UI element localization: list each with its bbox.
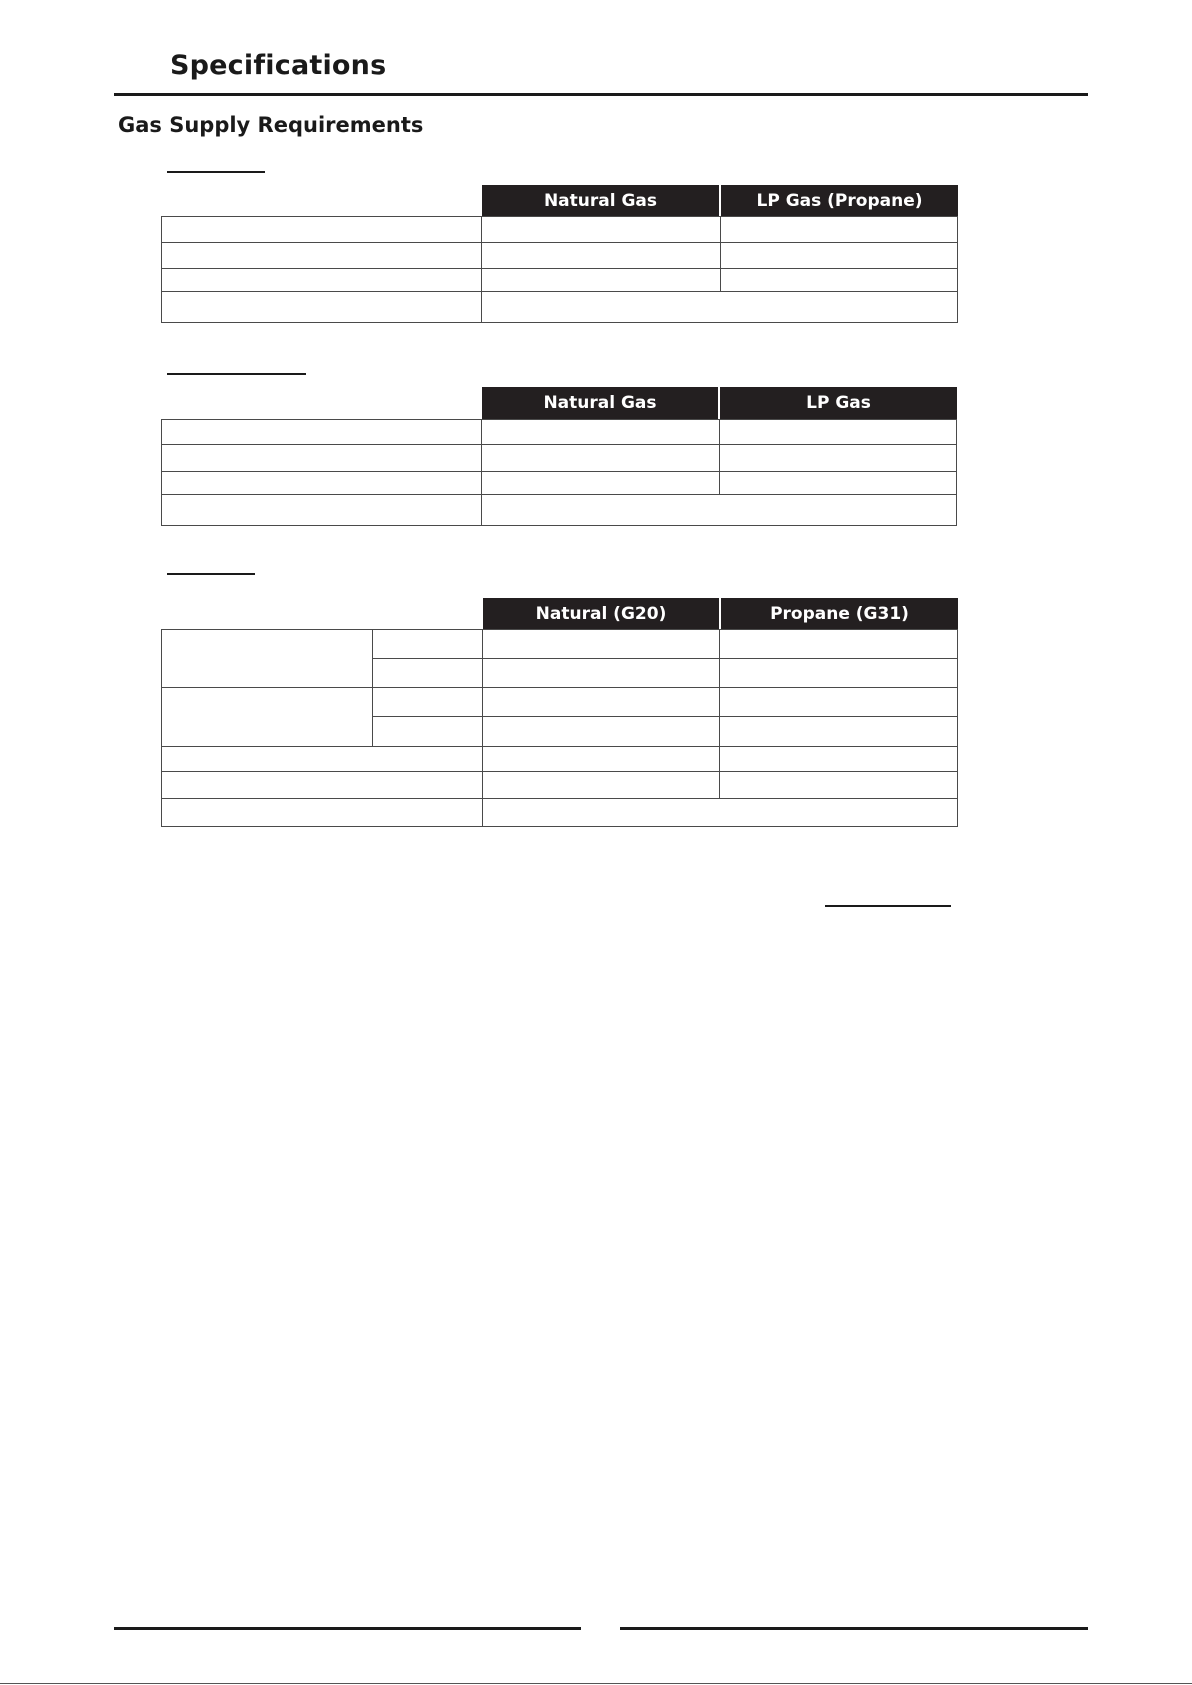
table-1-row-2-label [161, 242, 482, 269]
table-3-group-b-sub-1-propane [719, 687, 958, 717]
table-1-row-1-label [161, 216, 482, 243]
table-1-row-1-natural-gas [481, 216, 721, 243]
table-2-row-3-label [161, 471, 482, 495]
table-3-group-b-sub-1 [372, 687, 483, 717]
table-3-subheading-underline [167, 573, 255, 575]
table-3-header-natural-g20: Natural (G20) [483, 598, 719, 629]
table-1-row-3-lp-gas [720, 268, 958, 292]
table-3-group-a-sub-2-natural [482, 658, 720, 688]
table-1-header-lp-gas-propane: LP Gas (Propane) [721, 185, 958, 216]
table-2-row-1-label [161, 419, 482, 445]
table-1-header-natural-gas: Natural Gas [482, 185, 719, 216]
table-2-row-1-lp-gas [719, 419, 957, 445]
table-3-row-6-label [161, 771, 483, 799]
footer-rule-left [114, 1627, 581, 1630]
table-2-row-4-label [161, 494, 482, 526]
table-1-row-3-label [161, 268, 482, 292]
table-3-group-b-label [161, 687, 373, 747]
table-3-row-5-natural [482, 746, 720, 772]
table-1-subheading-underline [167, 171, 265, 173]
table-1-row-3-natural-gas [481, 268, 721, 292]
note-underline [825, 905, 951, 907]
table-2-row-1-natural-gas [481, 419, 720, 445]
table-1-row-4-value [481, 291, 958, 323]
table-2-row-2-lp-gas [719, 444, 957, 472]
table-3-group-a-sub-2 [372, 658, 483, 688]
table-2-row-2-label [161, 444, 482, 472]
table-2-row-3-lp-gas [719, 471, 957, 495]
table-2-row-2-natural-gas [481, 444, 720, 472]
table-1-row-2-lp-gas [720, 242, 958, 269]
table-3-row-5-label [161, 746, 483, 772]
header-rule [114, 93, 1088, 96]
table-3-group-a-sub-2-propane [719, 658, 958, 688]
table-2-row-3-natural-gas [481, 471, 720, 495]
table-3-group-b-sub-1-natural [482, 687, 720, 717]
table-3-row-7-label [161, 798, 483, 827]
bottom-edge-rule [0, 1683, 1192, 1684]
table-3-row-7-value [482, 798, 958, 827]
table-3-group-a-sub-1-natural [482, 629, 720, 659]
table-2-subheading-underline [167, 373, 306, 375]
table-1-row-4-label [161, 291, 482, 323]
table-3-group-a-label [161, 629, 373, 688]
table-2-row-4-value [481, 494, 957, 526]
table-3-row-6-natural [482, 771, 720, 799]
table-3-group-b-sub-2 [372, 716, 483, 747]
section-title: Gas Supply Requirements [118, 113, 424, 137]
footer-rule-right [620, 1627, 1088, 1630]
table-3-row-6-propane [719, 771, 958, 799]
table-3-group-a-sub-1-propane [719, 629, 958, 659]
table-3-row-5-propane [719, 746, 958, 772]
table-3-group-b-sub-2-natural [482, 716, 720, 747]
table-3-group-b-sub-2-propane [719, 716, 958, 747]
table-2-header-natural-gas: Natural Gas [482, 387, 718, 419]
table-3-group-a-sub-1 [372, 629, 483, 659]
table-3-header-propane-g31: Propane (G31) [721, 598, 958, 629]
table-1-row-1-lp-gas [720, 216, 958, 243]
page-title: Specifications [170, 50, 387, 81]
table-2-header-lp-gas: LP Gas [720, 387, 957, 419]
table-1-row-2-natural-gas [481, 242, 721, 269]
